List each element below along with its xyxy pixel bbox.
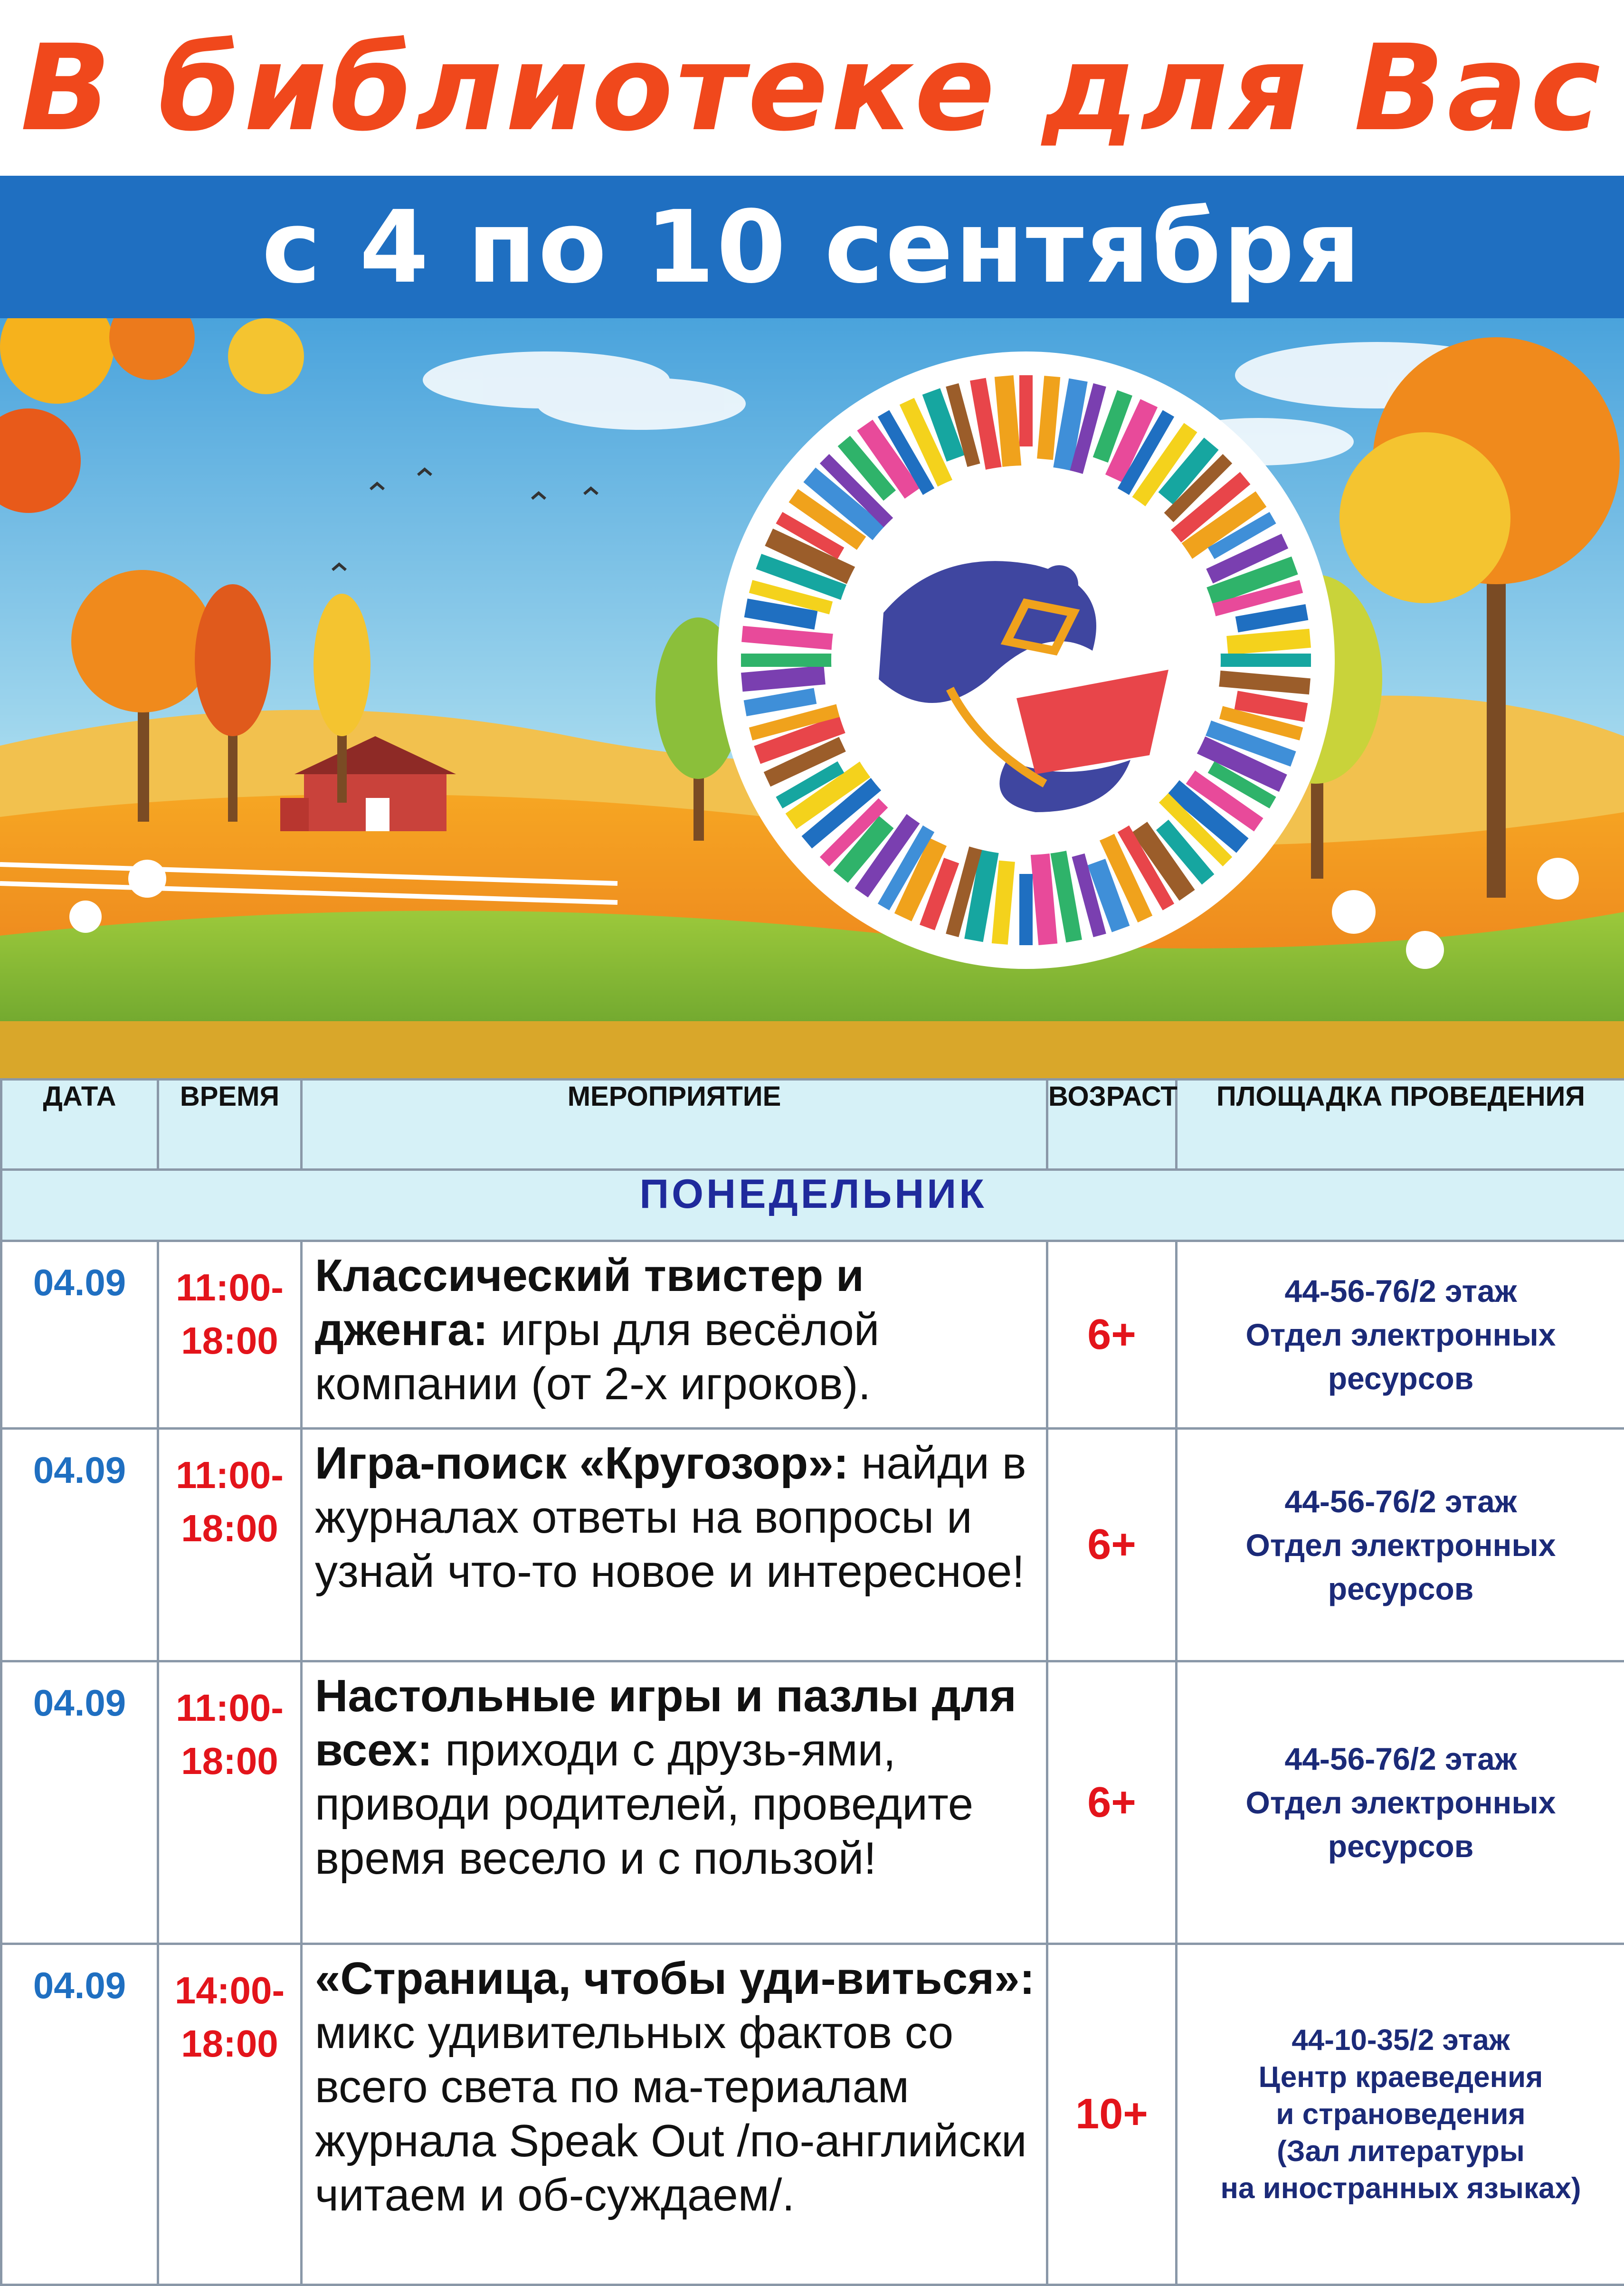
time-end: 18:00 [181, 2022, 278, 2065]
time-end: 18:00 [181, 1507, 278, 1549]
event-text: найди в журналах ответы на вопросы и узнай что-то новое и интересное! [315, 1438, 1026, 1597]
event-title: «Страница, чтобы уди-виться»: [315, 1953, 1035, 2004]
event-date: 04.09 [1, 1661, 158, 1944]
time-end: 18:00 [181, 1740, 278, 1782]
table-row [1, 1944, 1624, 2285]
table-row [1, 1429, 1624, 1661]
event-text: приходи с друзь-ями, приводи родителей, проведите время весело и с пользой! [315, 1725, 974, 1884]
table-header-row [1, 1080, 1624, 1170]
column-header-date: ДАТА [1, 1080, 158, 1170]
event-venue [1177, 1944, 1624, 2285]
book-spine-icon [741, 654, 836, 667]
venue-line: Центр краеведения [1258, 2060, 1543, 2094]
events-table [0, 1078, 1624, 2286]
venue-line: ресурсов [1328, 1361, 1474, 1396]
venue-line: (Зал литературы [1277, 2134, 1525, 2168]
book-spine-icon [1019, 874, 1033, 945]
venue-line: 44-10-35/2 этаж [1292, 2023, 1510, 2057]
age-rating: 10+ [1047, 1944, 1177, 2285]
event-venue [1177, 1241, 1624, 1429]
event-title: Настольные игры и пазлы для всех: [315, 1670, 1016, 1775]
venue-line: и страноведения [1276, 2097, 1526, 2131]
event-text: игры для весёлой компании (от 2-х игроков). [315, 1304, 880, 1409]
column-header-place: ПЛОЩАДКА ПРОВЕДЕНИЯ [1177, 1080, 1624, 1170]
book-spine-icon [1019, 375, 1033, 446]
table-row [1, 1241, 1624, 1429]
column-header-event: МЕРОПРИЯТИЕ [302, 1080, 1047, 1170]
age-rating: 6+ [1047, 1241, 1177, 1429]
column-header-time: ВРЕМЯ [158, 1080, 302, 1170]
time-start: 11:00- [176, 1266, 284, 1309]
event-date: 04.09 [1, 1241, 158, 1429]
book-spine-icon [1216, 654, 1311, 667]
event-description [302, 1944, 1047, 2285]
table-row [1, 1661, 1624, 1944]
date-range-text: с 4 по 10 сентября [262, 189, 1362, 305]
event-time [158, 1661, 302, 1944]
event-title: Классический твистер и дженга: [315, 1250, 864, 1355]
age-rating: 6+ [1047, 1661, 1177, 1944]
venue-line: ресурсов [1328, 1829, 1474, 1864]
event-date: 04.09 [1, 1944, 158, 2285]
event-time [158, 1241, 302, 1429]
day-label: ПОНЕДЕЛЬНИК [1, 1170, 1624, 1241]
event-time [158, 1944, 302, 2285]
venue-line: 44-56-76/2 этаж [1284, 1483, 1517, 1519]
day-row [1, 1170, 1624, 1241]
time-start: 11:00- [176, 1454, 284, 1496]
venue-line: Отдел электронных [1245, 1527, 1556, 1563]
library-logo-icon [717, 351, 1335, 969]
time-start: 14:00- [174, 1969, 285, 2011]
date-range-banner [0, 176, 1624, 318]
event-title: Игра-поиск «Кругозор»: [315, 1438, 849, 1489]
autumn-landscape-icon [0, 318, 1624, 1078]
column-header-age: ВОЗРАСТ [1047, 1080, 1177, 1170]
venue-line: 44-56-76/2 этаж [1284, 1273, 1517, 1309]
time-end: 18:00 [181, 1319, 278, 1362]
event-description [302, 1661, 1047, 1944]
event-time [158, 1429, 302, 1661]
venue-line: Отдел электронных [1245, 1785, 1556, 1820]
event-description [302, 1429, 1047, 1661]
event-venue [1177, 1661, 1624, 1944]
venue-line: на иностранных языках) [1220, 2172, 1581, 2205]
event-description [302, 1241, 1047, 1429]
event-venue [1177, 1429, 1624, 1661]
event-date: 04.09 [1, 1429, 158, 1661]
venue-line: 44-56-76/2 этаж [1284, 1741, 1517, 1776]
autumn-illustration [0, 318, 1624, 1078]
page-title: В библиотеке для Вас [20, 19, 1604, 157]
venue-line: Отдел электронных [1245, 1317, 1556, 1352]
venue-line: ресурсов [1328, 1571, 1474, 1606]
time-start: 11:00- [176, 1687, 284, 1729]
age-rating: 6+ [1047, 1429, 1177, 1661]
event-text: микс удивительных фактов со всего света по ма-териалам журнала Speak Out /по-английски читаем и об-суждаем/. [315, 2007, 1027, 2220]
